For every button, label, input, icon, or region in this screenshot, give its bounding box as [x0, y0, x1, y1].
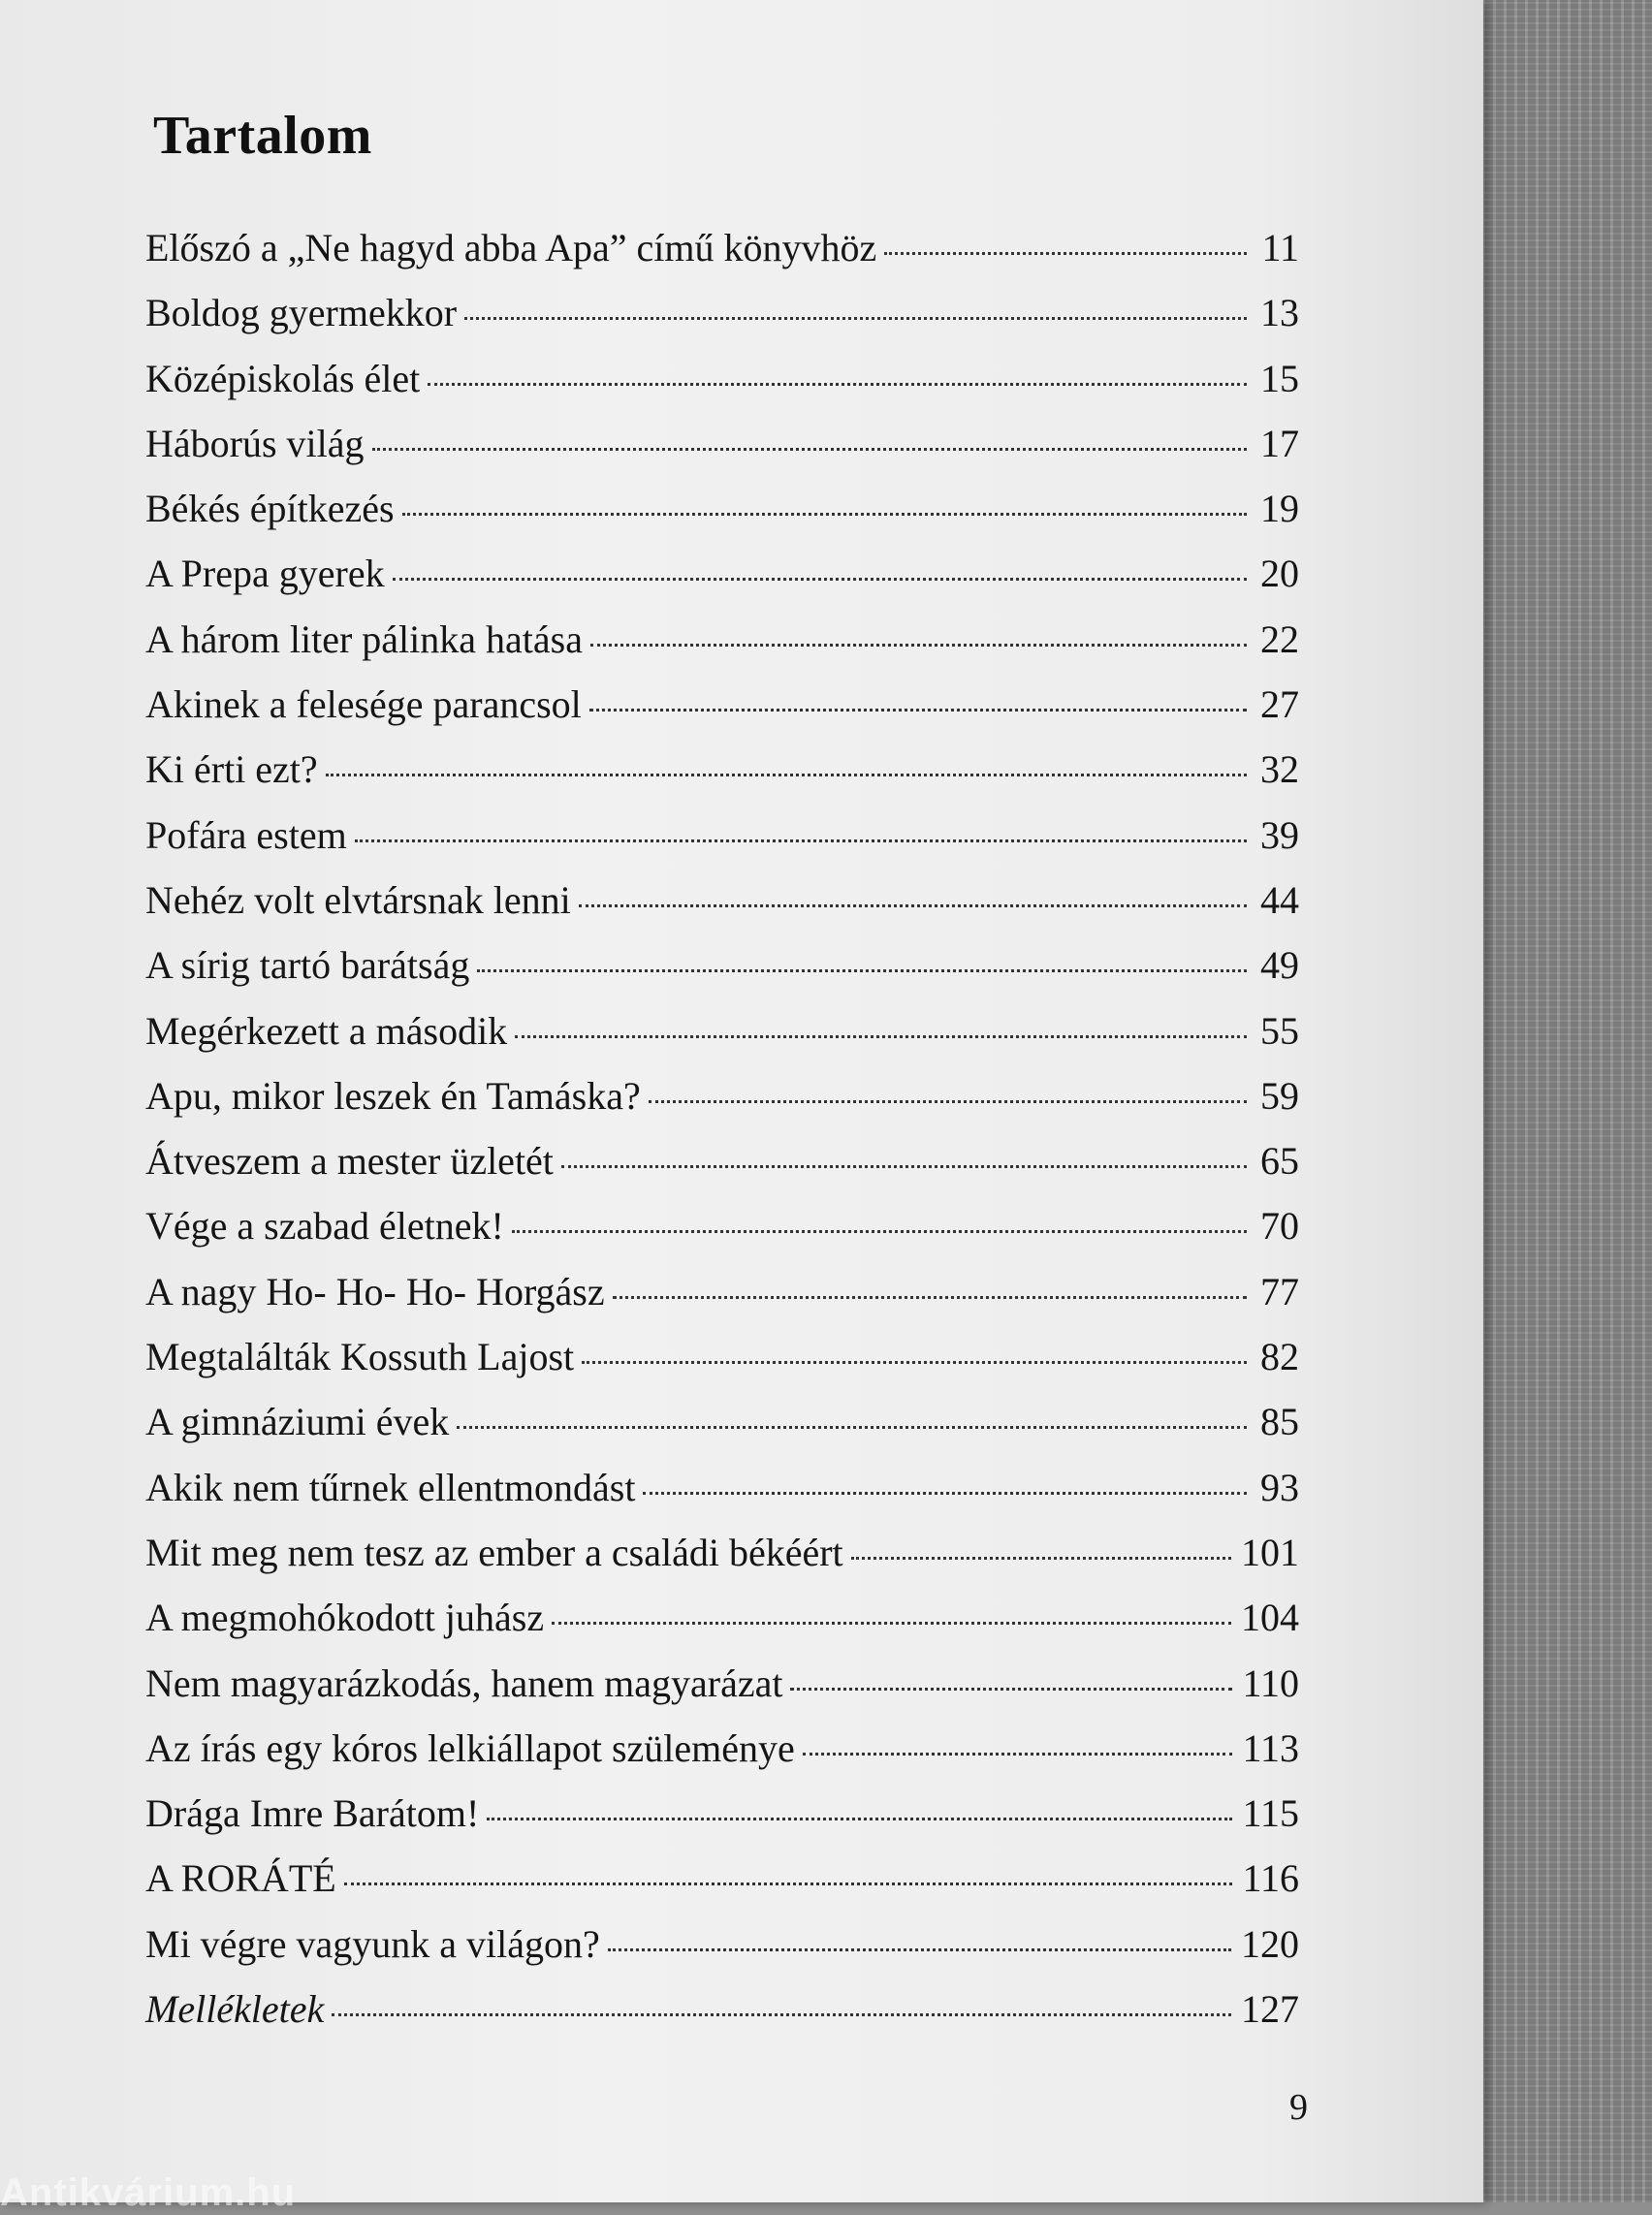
toc-entry: [145, 290, 1299, 355]
toc-entry-title: Nehéz volt elvtársnak lenni: [145, 877, 571, 922]
toc-entry-page: 55: [1260, 1008, 1299, 1053]
toc-entry-title: A nagy Ho- Ho- Ho- Horgász: [145, 1269, 605, 1313]
toc-entry-page: 19: [1260, 487, 1299, 531]
toc-entry-title: A megmohókodott juhász: [145, 1596, 545, 1640]
toc-entry: [145, 681, 1299, 746]
toc-entry-page: 110: [1242, 1661, 1299, 1705]
dot-leader: [579, 904, 1247, 907]
dot-leader: [372, 448, 1247, 451]
dot-leader: [590, 644, 1247, 647]
dot-leader: [393, 578, 1247, 581]
toc-entry: [145, 1203, 1299, 1268]
toc-entry: [145, 421, 1299, 486]
toc-entry: [145, 1595, 1299, 1660]
dot-leader: [332, 2013, 1231, 2016]
toc-entry: [145, 617, 1299, 681]
toc-entry-title: Háborús világ: [145, 421, 365, 465]
toc-entry-title: Boldog gyermekkor: [145, 291, 458, 335]
toc-entry: [145, 1790, 1299, 1855]
toc-entry: [145, 1269, 1299, 1334]
toc-entry-title: Előszó a „Ne hagyd abba Apa” című könyvhöz: [145, 226, 877, 269]
toc-entry-title: Az írás egy kóros lelkiállapot szüleménye: [145, 1725, 795, 1770]
dot-leader: [402, 513, 1247, 516]
toc-entry-title: Mellékletek: [145, 1987, 325, 2032]
toc-entry-title: Mit meg nem tesz az ember a családi békéért: [145, 1530, 843, 1574]
toc-entry-title: Nem magyarázkodás, hanem magyarázat: [145, 1661, 783, 1705]
toc-entry-page: 70: [1260, 1204, 1299, 1249]
toc-entry-title: Békés építkezés: [145, 487, 395, 531]
toc-entry-page: 82: [1260, 1335, 1299, 1379]
toc-entry-title: Mi végre vagyunk a világon?: [145, 1921, 600, 1966]
toc-entry: [145, 1921, 1299, 1986]
toc-entry: [145, 1008, 1299, 1073]
toc-entry-page: 20: [1260, 552, 1299, 596]
dot-leader: [512, 1230, 1247, 1233]
toc-entry-title: Apu, mikor leszek én Tamáska?: [145, 1073, 641, 1118]
toc-entry-page: 77: [1260, 1269, 1299, 1313]
dot-leader: [355, 839, 1247, 842]
toc-entry-page: 13: [1260, 291, 1299, 335]
toc-entry-page: 120: [1241, 1921, 1299, 1966]
toc-entry-title: A sírig tartó barátság: [145, 943, 470, 988]
toc-entry-page: 127: [1241, 1987, 1299, 2032]
toc-entry: [145, 1530, 1299, 1595]
toc-entry-title: Drága Imre Barátom!: [145, 1791, 480, 1836]
toc-entry: [145, 1986, 1299, 2051]
toc-entry: [145, 1138, 1299, 1203]
toc-entry-page: 116: [1242, 1856, 1299, 1901]
dot-leader: [790, 1688, 1232, 1691]
toc-entry: [145, 746, 1299, 811]
dot-leader: [803, 1753, 1233, 1756]
dot-leader: [608, 1948, 1231, 1951]
dot-leader: [477, 969, 1247, 972]
dot-leader: [515, 1035, 1247, 1038]
toc-entry-title: A három liter pálinka hatása: [145, 617, 583, 661]
toc-entry-title: A gimnáziumi évek: [145, 1400, 450, 1444]
toc-entry: [145, 1073, 1299, 1138]
toc-entry-title: Ki érti ezt?: [145, 747, 318, 792]
dot-leader: [589, 709, 1247, 712]
toc-entry-page: 11: [1261, 226, 1299, 269]
dot-leader: [884, 252, 1247, 255]
toc-entry-title: A RORÁTÉ: [145, 1856, 336, 1901]
toc-entry-title: Pofára estem: [145, 812, 347, 857]
toc-entry: [145, 1334, 1299, 1399]
toc-entry-page: 93: [1260, 1465, 1299, 1509]
toc-entry: [145, 486, 1299, 551]
dot-leader: [487, 1818, 1232, 1820]
toc-entry-page: 101: [1241, 1530, 1299, 1574]
dot-leader: [582, 1361, 1247, 1364]
toc-entry-title: Vége a szabad életnek!: [145, 1204, 504, 1249]
toc-entry: [145, 1661, 1299, 1725]
dot-leader: [344, 1883, 1233, 1885]
dot-leader: [561, 1165, 1247, 1168]
toc-entry-page: 59: [1260, 1073, 1299, 1118]
toc-entry: [145, 1855, 1299, 1920]
toc-entry-page: 32: [1260, 747, 1299, 792]
toc-entry-page: 104: [1241, 1596, 1299, 1640]
toc-entry-page: 39: [1260, 812, 1299, 857]
toc-entry: [145, 942, 1299, 1007]
dot-leader: [613, 1296, 1247, 1299]
toc-entry: [145, 551, 1299, 616]
watermark: Antikvárium.hu: [0, 2171, 297, 2214]
dot-leader: [552, 1622, 1231, 1625]
table-of-contents: [145, 225, 1299, 2051]
toc-entry-page: 49: [1260, 943, 1299, 988]
toc-entry-title: Akinek a felesége parancsol: [145, 682, 582, 727]
toc-entry-title: A Prepa gyerek: [145, 552, 385, 596]
toc-entry-page: 22: [1260, 617, 1299, 661]
toc-entry-page: 27: [1260, 682, 1299, 727]
dot-leader: [643, 1492, 1247, 1495]
dot-leader: [851, 1557, 1231, 1560]
toc-entry-page: 65: [1260, 1139, 1299, 1184]
dot-leader: [428, 383, 1247, 386]
toc-entry-page: 115: [1242, 1791, 1299, 1836]
page-title: Tartalom: [153, 106, 372, 166]
dot-leader: [464, 317, 1247, 320]
dot-leader: [326, 774, 1247, 776]
toc-entry-title: Középiskolás élet: [145, 356, 421, 400]
toc-entry: [145, 1399, 1299, 1464]
toc-entry: [145, 812, 1299, 877]
dot-leader: [457, 1426, 1247, 1429]
toc-entry-page: 44: [1260, 877, 1299, 922]
toc-entry-page: 85: [1260, 1400, 1299, 1444]
toc-entry-page: 17: [1260, 421, 1299, 465]
toc-entry-title: Átveszem a mester üzletét: [145, 1139, 554, 1184]
toc-entry: [145, 225, 1299, 290]
toc-entry: [145, 356, 1299, 421]
page-number: 9: [1289, 2087, 1308, 2128]
toc-entry-page: 113: [1242, 1725, 1299, 1770]
toc-entry: [145, 1725, 1299, 1790]
toc-entry-title: Akik nem tűrnek ellentmondást: [145, 1465, 636, 1509]
toc-entry: [145, 1465, 1299, 1530]
toc-entry-page: 15: [1260, 356, 1299, 400]
toc-entry-title: Megtalálták Kossuth Lajost: [145, 1335, 575, 1379]
toc-entry-title: Megérkezett a második: [145, 1008, 508, 1053]
dot-leader: [649, 1100, 1247, 1103]
toc-entry: [145, 877, 1299, 942]
